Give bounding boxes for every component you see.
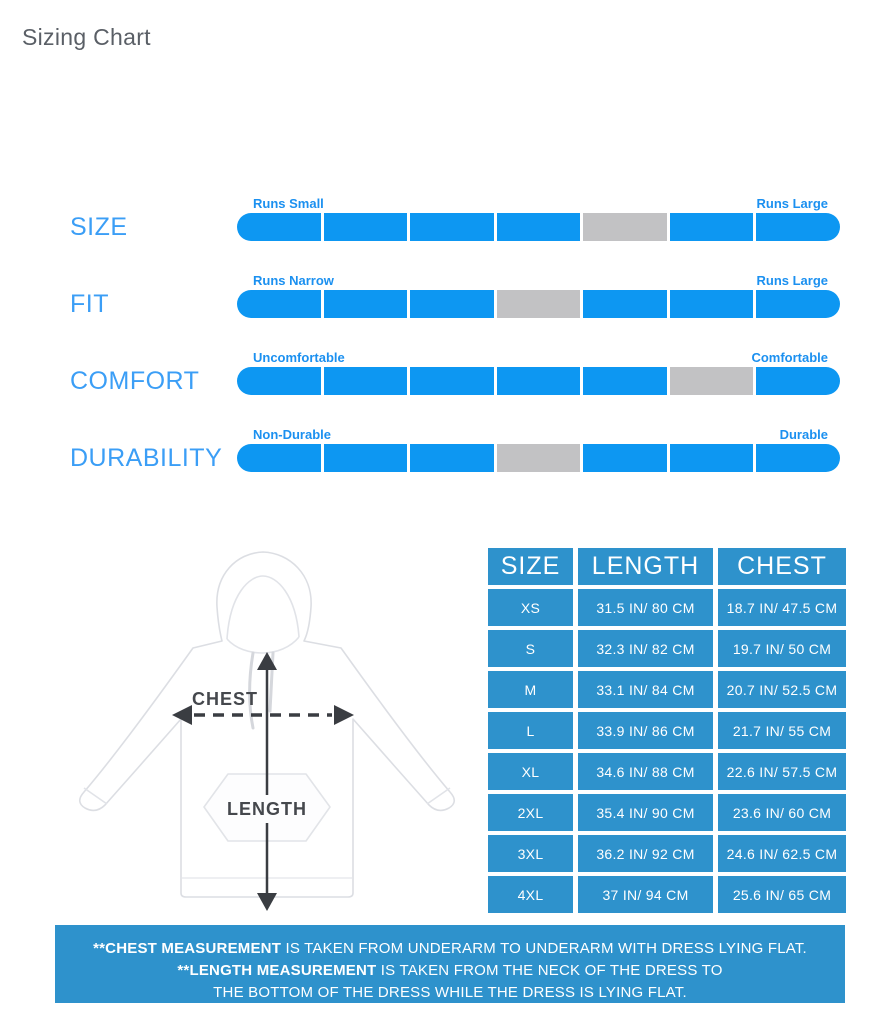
size-table-size-cell: 2XL [488, 794, 573, 831]
rating-bar [237, 444, 840, 472]
rating-bar-column [237, 346, 840, 395]
size-table-header-cell: LENGTH [578, 548, 713, 585]
rating-left-label: Runs Small [253, 196, 324, 211]
size-table-size-cell: S [488, 630, 573, 667]
rating-left-label: Runs Narrow [253, 273, 334, 288]
rating-segment [237, 367, 321, 395]
note-line-2-rest: IS TAKEN FROM THE NECK OF THE DRESS TO [376, 961, 723, 979]
rating-scales [0, 192, 887, 500]
rating-segment [237, 213, 321, 241]
rating-segment [583, 444, 667, 472]
rating-segment [756, 290, 840, 318]
rating-name: SIZE [70, 213, 128, 241]
rating-right-label: Runs Large [756, 273, 828, 288]
note-line-1 [55, 938, 845, 960]
size-table-length-cell: 37 IN/ 94 CM [578, 876, 713, 913]
chest-arrow-label: CHEST [192, 689, 259, 709]
rating-segment [410, 444, 494, 472]
page-title: Sizing Chart [22, 24, 151, 50]
rating-segment [756, 213, 840, 241]
size-table-length-cell: 32.3 IN/ 82 CM [578, 630, 713, 667]
note-line-1-rest: IS TAKEN FROM UNDERARM TO UNDERARM WITH DRESS LYING FLAT. [281, 940, 807, 957]
size-table-chest-cell: 24.6 IN/ 62.5 CM [718, 835, 846, 872]
rating-row-fit [0, 269, 887, 318]
rating-segment [670, 213, 754, 241]
rating-marker-segment [583, 213, 667, 241]
size-table-size-cell: XS [488, 589, 573, 626]
size-table-header-cell: CHEST [718, 548, 846, 585]
rating-segment [237, 444, 321, 472]
size-table-length-cell: 31.5 IN/ 80 CM [578, 589, 713, 626]
rating-row-comfort [0, 346, 887, 395]
rating-right-label: Comfortable [751, 350, 828, 365]
note-line-2-bold: **LENGTH MEASUREMENT [177, 961, 377, 979]
rating-endpoint-labels [237, 346, 840, 367]
hoodie-measurement-figure [60, 545, 475, 923]
rating-bar-column [237, 269, 840, 318]
note-line-1-bold: **CHEST MEASUREMENT [93, 940, 282, 957]
size-table-size-cell: XL [488, 753, 573, 790]
size-table-length-cell: 33.9 IN/ 86 CM [578, 712, 713, 749]
measurement-note [55, 925, 845, 1003]
size-table-length-cell: 34.6 IN/ 88 CM [578, 753, 713, 790]
size-table-size-cell: 3XL [488, 835, 573, 872]
size-table-chest-cell: 22.6 IN/ 57.5 CM [718, 753, 846, 790]
rating-segment [324, 213, 408, 241]
size-table-chest-cell: 20.7 IN/ 52.5 CM [718, 671, 846, 708]
rating-endpoint-labels [237, 269, 840, 290]
rating-segment [670, 444, 754, 472]
rating-bar [237, 290, 840, 318]
rating-segment [410, 213, 494, 241]
rating-segment [324, 367, 408, 395]
size-table-length-cell: 33.1 IN/ 84 CM [578, 671, 713, 708]
size-table-size-cell: M [488, 671, 573, 708]
rating-left-label: Non-Durable [253, 427, 331, 442]
size-table-header-cell: SIZE [488, 548, 573, 585]
rating-right-label: Durable [779, 427, 828, 442]
size-table-length-cell: 36.2 IN/ 92 CM [578, 835, 713, 872]
size-table-chest-cell: 19.7 IN/ 50 CM [718, 630, 846, 667]
rating-right-label: Runs Large [756, 196, 828, 211]
length-arrow-label: LENGTH [227, 799, 307, 819]
size-table-size-cell: 4XL [488, 876, 573, 913]
rating-bar [237, 367, 840, 395]
rating-segment [583, 290, 667, 318]
rating-segment [324, 444, 408, 472]
rating-segment [756, 444, 840, 472]
size-table-chest-cell: 25.6 IN/ 65 CM [718, 876, 846, 913]
note-line-2 [55, 960, 845, 982]
rating-segment [670, 290, 754, 318]
rating-bar-column [237, 423, 840, 472]
rating-segment [497, 367, 581, 395]
rating-segment [583, 367, 667, 395]
rating-endpoint-labels [237, 423, 840, 444]
rating-marker-segment [497, 444, 581, 472]
size-table-chest-cell: 23.6 IN/ 60 CM [718, 794, 846, 831]
rating-marker-segment [497, 290, 581, 318]
rating-segment [497, 213, 581, 241]
rating-bar [237, 213, 840, 241]
size-table-size-cell: L [488, 712, 573, 749]
size-table-length-cell: 35.4 IN/ 90 CM [578, 794, 713, 831]
rating-row-durability [0, 423, 887, 472]
rating-segment [237, 290, 321, 318]
rating-segment [756, 367, 840, 395]
rating-name: DURABILITY [70, 444, 223, 472]
rating-endpoint-labels [237, 192, 840, 213]
hoodie-illustration [60, 545, 475, 923]
rating-name: FIT [70, 290, 109, 318]
rating-name: COMFORT [70, 367, 200, 395]
rating-row-size [0, 192, 887, 241]
rating-marker-segment [670, 367, 754, 395]
note-line-3: THE BOTTOM OF THE DRESS WHILE THE DRESS IS LYING FLAT. [213, 983, 687, 1001]
rating-left-label: Uncomfortable [253, 350, 345, 365]
size-table-chest-cell: 21.7 IN/ 55 CM [718, 712, 846, 749]
rating-segment [324, 290, 408, 318]
size-table [488, 548, 846, 913]
size-table-chest-cell: 18.7 IN/ 47.5 CM [718, 589, 846, 626]
rating-segment [410, 290, 494, 318]
rating-bar-column [237, 192, 840, 241]
rating-segment [410, 367, 494, 395]
